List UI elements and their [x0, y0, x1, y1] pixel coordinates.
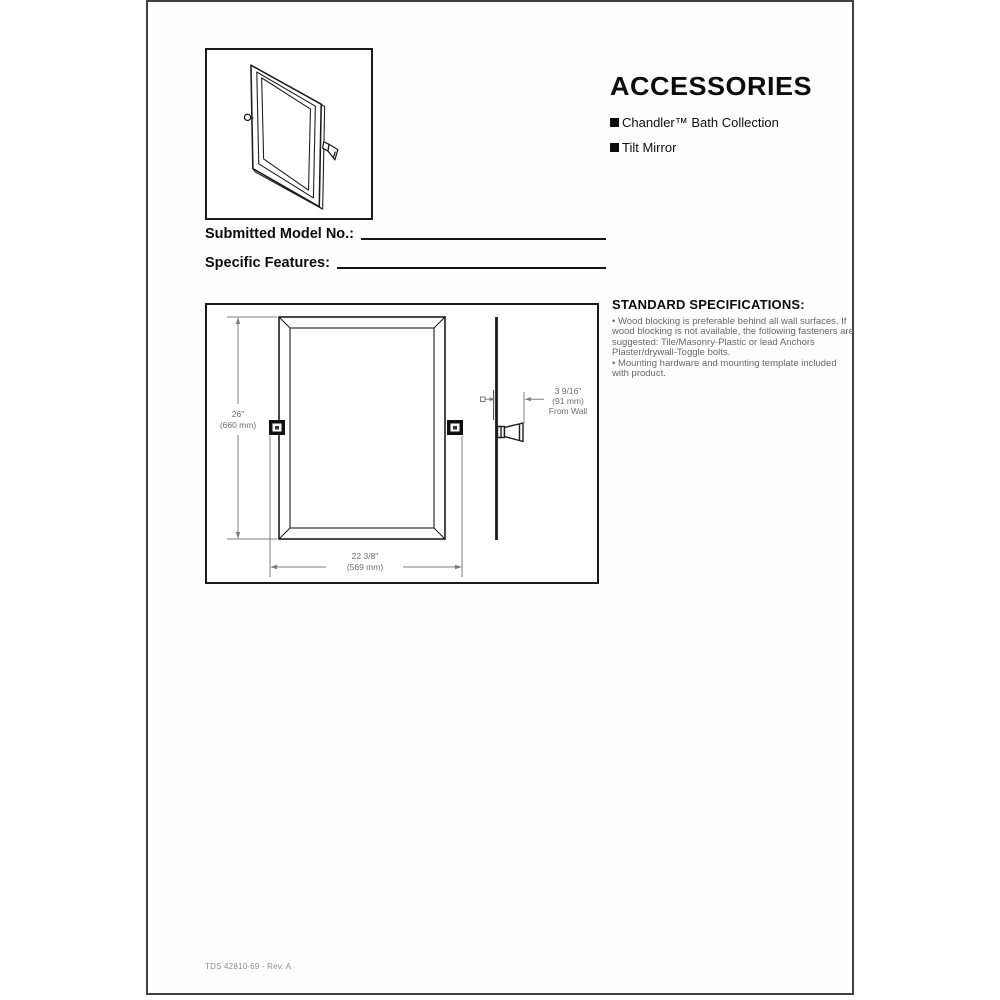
specifications-body [612, 317, 856, 379]
spec-item: • Wood blocking is preferable behind all wall surfaces. If wood blocking is not available, the following fasteners are suggested: Tile/Masonry-Plastic or lead Anchors Plaster/drywall-Toggle bolts. [612, 316, 854, 359]
product-line [610, 140, 676, 155]
width-dimension-metric: (569 mm) [346, 562, 384, 572]
square-bullet-icon [610, 118, 619, 127]
mirror-side-view [481, 317, 545, 540]
product-image-box [205, 48, 373, 220]
document-page [146, 0, 854, 995]
submitted-model-row [205, 226, 606, 242]
right-mounting-bracket [447, 420, 463, 435]
side-view-knob [498, 423, 524, 442]
specifications-heading: STANDARD SPECIFICATIONS: [612, 297, 805, 312]
product-label: Tilt Mirror [622, 140, 677, 155]
spec-item: • Mounting hardware and mounting template included with product. [612, 357, 837, 380]
submitted-model-label: Submitted Model No.: [205, 226, 355, 242]
depth-dimension-imperial: 3 9/16" [554, 386, 582, 396]
mirror-dimension-drawing [207, 305, 597, 582]
width-dimension-imperial: 22 3/8" [351, 551, 379, 561]
submitted-model-blank-line [361, 237, 606, 240]
dimension-drawing-box [205, 303, 599, 584]
page-title: ACCESSORIES [610, 72, 813, 101]
left-mounting-bracket [269, 420, 285, 435]
specific-features-row [205, 255, 606, 271]
square-bullet-icon [610, 143, 619, 152]
document-id: TDS 42810-69 - Rev. A [205, 962, 292, 971]
collection-label: Chandler™ Bath Collection [622, 115, 779, 130]
height-dimension-metric: (660 mm) [219, 420, 257, 430]
depth-dimension-metric: (91 mm) [552, 396, 584, 406]
height-dimension-imperial: 26" [231, 409, 245, 419]
collection-line [610, 115, 779, 130]
tilt-mirror-isometric-icon [207, 50, 371, 218]
right-flared-knob [323, 142, 338, 160]
depth-dimension-note: From Wall [548, 406, 588, 416]
specific-features-blank-line [337, 266, 606, 269]
mirror-front-view [279, 317, 445, 539]
specific-features-label: Specific Features: [205, 255, 330, 271]
